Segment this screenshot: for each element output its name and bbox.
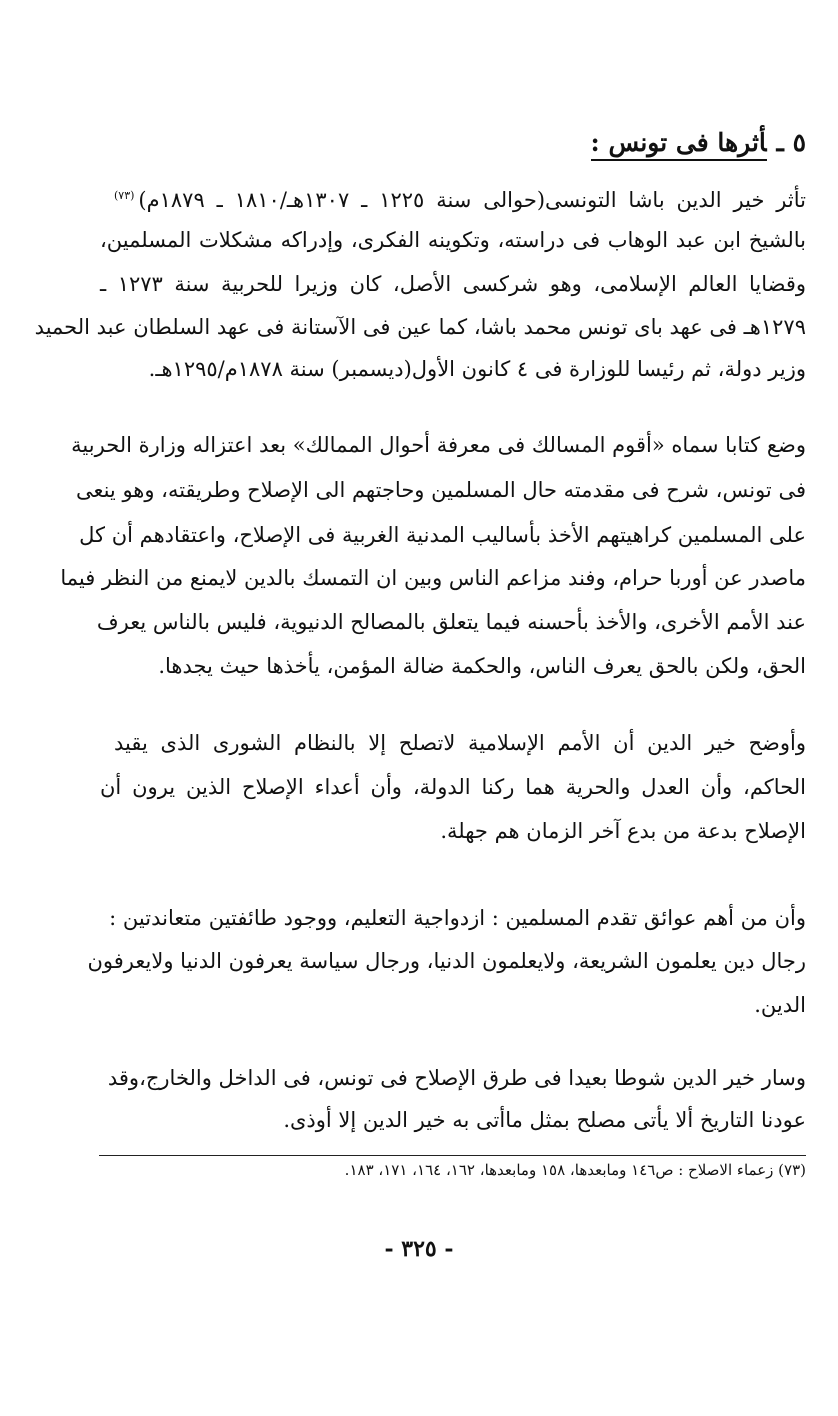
paragraph-2-line-4: ماصدر عن أوربا حرام، وفند مزاعم الناس وبين ان التمسك بالدين لايمنع من النظر فيما	[60, 566, 806, 590]
paragraph-4-line-3: الدين.	[754, 993, 806, 1017]
paragraph-5-line-1: وسار خير الدين شوطا بعيدا فى طرق الإصلاح فى تونس، فى الداخل والخارج،وقد	[107, 1066, 806, 1090]
section-title: أثرها فى تونس :	[591, 128, 767, 161]
footnote-ref-73: (٧٣)	[114, 189, 135, 202]
paragraph-5-line-2: عودنا التاريخ ألا يأتى مصلح بمثل ماأتى به خير الدين إلا أوذى.	[283, 1108, 806, 1132]
section-number: ٥ ـ	[776, 128, 806, 157]
footnote-73: (٧٣) زعماء الاصلاح : ص١٤٦ ومابعدها، ١٥٨ ومابعدها، ١٦٢، ١٦٤، ١٧١، ١٨٣.	[344, 1161, 806, 1179]
paragraph-4-line-1: وأن من أهم عوائق تقدم المسلمين : ازدواجية التعليم، ووجود طائفتين متعاندتين :	[109, 906, 806, 930]
paragraph-3-line-2: الحاكم، وأن العدل والحرية هما ركنا الدولة، وأن أعداء الإصلاح الذين يرون أن	[100, 775, 806, 799]
section-heading	[591, 128, 806, 157]
paragraph-2-line-3: على المسلمين كراهيتهم الأخذ بأساليب المدنية الغربية فى الإصلاح، واعتقادهم أن كل	[79, 523, 806, 547]
paragraph-2-line-2: فى تونس، شرح فى مقدمته حال المسلمين وحاجتهم الى الإصلاح وطريقته، وهو ينعى	[75, 478, 806, 502]
paragraph-1-line-3: وقضايا العالم الإسلامى، وهو شركسى الأصل، كان وزيرا للحربية سنة ١٢٧٣ ـ	[100, 272, 807, 296]
paragraph-2-line-5: عند الأمم الأخرى، والأخذ بأحسنه فيما يتعلق بالمصالح الدنيوية، فليس بالناس يعرف	[96, 610, 806, 634]
paragraph-1-line-2: بالشيخ ابن عبد الوهاب فى دراسته، وتكوينه الفكرى، وإدراكه مشكلات المسلمين،	[100, 228, 806, 252]
paragraph-1-line-5: وزير دولة، ثم رئيسا للوزارة فى ٤ كانون الأول(ديسمبر) سنة ١٨٧٨م/١٢٩٥هـ.	[148, 357, 806, 381]
paragraph-3-line-1: وأوضح خير الدين أن الأمم الإسلامية لاتصلح إلا بالنظام الشورى الذى يقيد	[114, 731, 806, 755]
paragraph-1-line-1	[114, 181, 806, 215]
footnote-divider	[99, 1155, 806, 1156]
paragraph-2-line-6: الحق، ولكن بالحق يعرف الناس، والحكمة ضالة المؤمن، يأخذها حيث يجدها.	[158, 654, 806, 678]
paragraph-3-line-3: الإصلاح بدعة من بدع آخر الزمان هم جهلة.	[440, 819, 806, 843]
text-line: تأثر خير الدين باشا التونسى(حوالى سنة ١٢٢٥ ـ ١٣٠٧هـ/١٨١٠ ـ ١٨٧٩م)	[138, 188, 806, 212]
paragraph-1-line-4: ١٢٧٩هـ فى عهد باى تونس محمد باشا، كما عين فى الآستانة فى عهد السلطان عبد الحميد	[34, 315, 806, 339]
paragraph-2-line-1: وضع كتابا سماه «أقوم المسالك فى معرفة أحوال الممالك» بعد اعتزاله وزارة الحربية	[71, 433, 806, 457]
paragraph-4-line-2: رجال دين يعلمون الشريعة، ولايعلمون الدنيا، ورجال سياسة يعرفون الدنيا ولايعرفون	[87, 949, 806, 973]
page-number: - ٣٢٥ -	[384, 1236, 454, 1262]
